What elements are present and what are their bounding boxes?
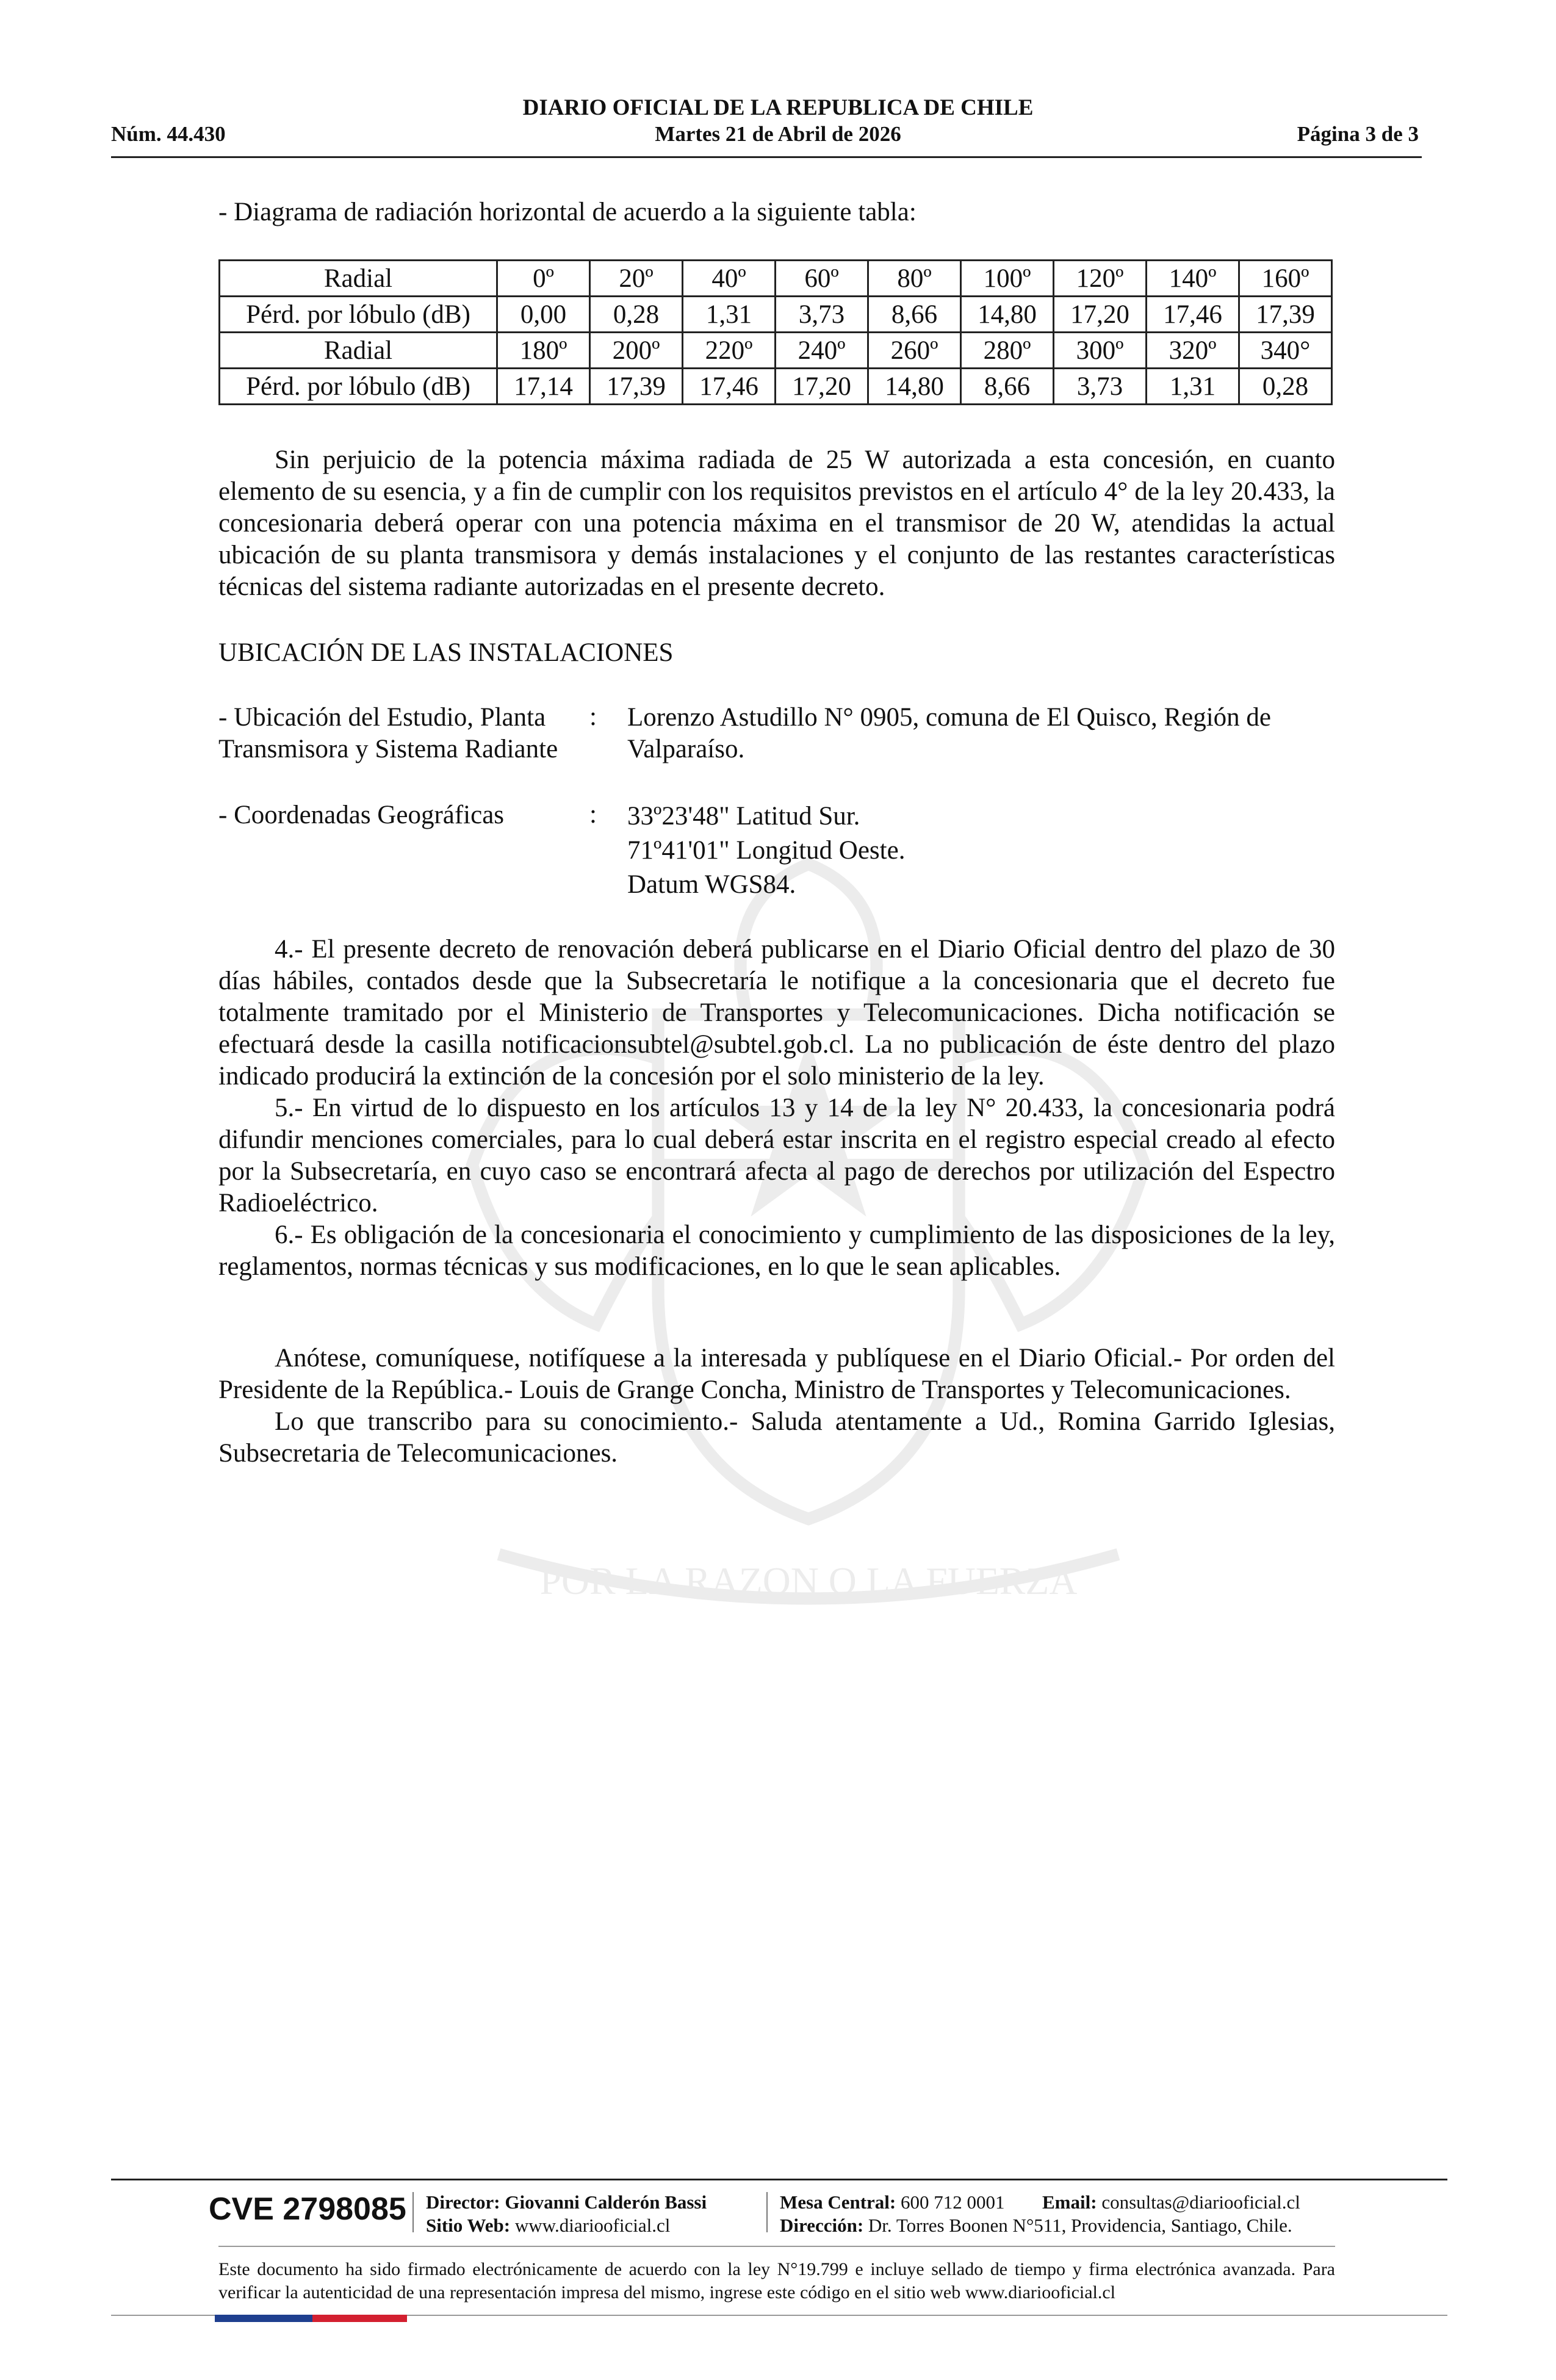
email-link[interactable]: consultas@diariooficial.cl bbox=[1101, 2191, 1300, 2213]
table-cell: 8,66 bbox=[868, 297, 961, 333]
table-cell: 180º bbox=[497, 333, 590, 369]
table-cell: 60º bbox=[776, 261, 868, 297]
table-row bbox=[220, 333, 1332, 369]
numbered-articles bbox=[218, 934, 1335, 1283]
article-4: 4.- El presente decreto de renovación deberá publicarse en el Diario Oficial dentro del plazo de 30 días hábiles, contados desde que la Subsecretaría le notifique a la concesionaria que el decreto fue totalmente tramitado por el Ministerio de Transportes y Telecomunicaciones. Dicha notificación se efectuará desde la casilla notificacionsubtel@subtel.gob.cl. La no publicación de éste dentro del plazo indicado producirá la extinción de la concesión por el solo ministerio de la ley. bbox=[218, 935, 1335, 1091]
table-intro: - Diagrama de radiación horizontal de acuerdo a la siguiente tabla: bbox=[218, 198, 917, 226]
footer-email-block bbox=[1042, 2191, 1300, 2214]
table-cell: 120º bbox=[1054, 261, 1147, 297]
table-cell: 17,14 bbox=[497, 369, 590, 405]
studio-location-value: Lorenzo Astudillo N° 0905, comuna de El Quisco, Región de Valparaíso. bbox=[627, 703, 1271, 763]
director-name: Giovanni Calderón Bassi bbox=[505, 2191, 707, 2213]
table-cell: 220º bbox=[683, 333, 776, 369]
power-paragraph: Sin perjuicio de la potencia máxima radiada de 25 W autorizada a esta concesión, en cuanto elemento de su esencia, y a fin de cumplir con los requisitos previstos en el artículo 4° de la ley 20.433, la concesionaria deberá operar con una potencia máxima en el transmisor de 20 W, atendidas la actual ubicación de su planta transmisora y demás instalaciones y el conjunto de las restantes características técnicas del sistema radiante autorizadas en el presente decreto. bbox=[218, 445, 1335, 601]
table-cell: 0º bbox=[497, 261, 590, 297]
table-cell: 1,31 bbox=[683, 297, 776, 333]
table-cell: 280º bbox=[961, 333, 1054, 369]
table-cell: 260º bbox=[868, 333, 961, 369]
table-cell: 17,39 bbox=[590, 369, 683, 405]
table-cell: 17,20 bbox=[1054, 297, 1147, 333]
issue-number: Núm. 44.430 bbox=[111, 122, 226, 146]
colon: : bbox=[589, 800, 597, 829]
publication-title: DIARIO OFICIAL DE LA REPUBLICA DE CHILE bbox=[522, 95, 1034, 120]
watermark-motto: POR LA RAZON O LA FUERZA bbox=[539, 1559, 1078, 1603]
table-row-label: Pérd. por lóbulo (dB) bbox=[220, 369, 497, 405]
article-6: 6.- Es obligación de la concesionaria el conocimiento y cumplimiento de las disposiciones de la ley, reglamentos, normas técnicas y sus modificaciones, en lo que le sean aplicables. bbox=[218, 1221, 1335, 1281]
radiation-table bbox=[218, 259, 1333, 405]
closing-transcription: Lo que transcribo para su conocimiento.- Saluda atentamente a Ud., Romina Garrido Iglesias, Subsecretaria de Telecomunicaciones. bbox=[218, 1407, 1335, 1468]
table-row bbox=[220, 261, 1332, 297]
table-cell: 240º bbox=[776, 333, 868, 369]
table-row-label: Radial bbox=[220, 261, 497, 297]
latitude: 33º23'48" Latitud Sur. bbox=[627, 802, 860, 831]
email-label: Email: bbox=[1042, 2191, 1097, 2213]
section-heading: UBICACIÓN DE LAS INSTALACIONES bbox=[218, 638, 674, 667]
studio-location-label: - Ubicación del Estudio, Planta Transmisora y Sistema Radiante bbox=[218, 703, 558, 763]
mesa-phone: 600 712 0001 bbox=[901, 2191, 1005, 2213]
table-row-label: Pérd. por lóbulo (dB) bbox=[220, 297, 497, 333]
table-cell: 0,28 bbox=[590, 297, 683, 333]
table-cell: 17,39 bbox=[1239, 297, 1332, 333]
footer-director-block bbox=[426, 2191, 707, 2237]
address-label: Dirección: bbox=[780, 2215, 864, 2236]
closing-order: Anótese, comuníquese, notifíquese a la interesada y publíquese en el Diario Oficial.- Por orden del Presidente de la República.- Louis de Grange Concha, Ministro de Transportes y Telecomunicaciones. bbox=[218, 1344, 1335, 1404]
table-row bbox=[220, 369, 1332, 405]
table-cell: 3,73 bbox=[1054, 369, 1147, 405]
website-link[interactable]: www.diariooficial.cl bbox=[514, 2215, 671, 2236]
table-cell: 160º bbox=[1239, 261, 1332, 297]
mesa-label: Mesa Central: bbox=[780, 2191, 896, 2213]
director-label: Director: bbox=[426, 2191, 500, 2213]
table-cell: 3,73 bbox=[776, 297, 868, 333]
table-cell: 80º bbox=[868, 261, 961, 297]
cve-code: CVE 2798085 bbox=[209, 2191, 406, 2227]
table-cell: 8,66 bbox=[961, 369, 1054, 405]
table-cell: 140º bbox=[1147, 261, 1239, 297]
header-divider bbox=[111, 156, 1422, 158]
page-indicator: Página 3 de 3 bbox=[1297, 122, 1419, 146]
table-cell: 320º bbox=[1147, 333, 1239, 369]
coordinates-label: - Coordenadas Geográficas bbox=[218, 801, 505, 829]
address-value: Dr. Torres Boonen N°511, Providencia, Santiago, Chile. bbox=[868, 2215, 1292, 2236]
table-cell: 40º bbox=[683, 261, 776, 297]
footer-divider bbox=[111, 2179, 1447, 2180]
issue-date: Martes 21 de Abril de 2026 bbox=[655, 122, 901, 146]
footer-disclaimer: Este documento ha sido firmado electrónicamente de acuerdo con la ley N°19.799 e incluye sellado de tiempo y firma electrónica avanzada. Para verificar la autenticidad de una representación impresa del mismo, ingrese este código en el sitio web www.diariooficial.cl bbox=[218, 2259, 1335, 2302]
table-cell: 17,46 bbox=[683, 369, 776, 405]
table-cell: 300º bbox=[1054, 333, 1147, 369]
table-row bbox=[220, 297, 1332, 333]
table-cell: 17,20 bbox=[776, 369, 868, 405]
table-cell: 200º bbox=[590, 333, 683, 369]
flag-stripe-red bbox=[312, 2315, 407, 2322]
table-row-label: Radial bbox=[220, 333, 497, 369]
article-5: 5.- En virtud de lo dispuesto en los artículos 13 y 14 de la ley N° 20.433, la concesionaria podrá difundir menciones comerciales, para lo cual deberá estar inscrita en el registro especial creado al efecto por la Subsecretaría, en cuyo caso se encontrará afecta al pago de derechos por utilización del Espectro Radioeléctrico. bbox=[218, 1094, 1335, 1217]
table-cell: 14,80 bbox=[961, 297, 1054, 333]
table-cell: 100º bbox=[961, 261, 1054, 297]
flag-stripe-blue bbox=[215, 2315, 312, 2322]
table-cell: 0,28 bbox=[1239, 369, 1332, 405]
website-label: Sitio Web: bbox=[426, 2215, 511, 2236]
table-cell: 340° bbox=[1239, 333, 1332, 369]
table-cell: 14,80 bbox=[868, 369, 961, 405]
table-cell: 1,31 bbox=[1147, 369, 1239, 405]
colon: : bbox=[589, 702, 597, 731]
table-cell: 20º bbox=[590, 261, 683, 297]
footer-separator bbox=[412, 2192, 414, 2232]
footer-inner-divider bbox=[218, 2246, 1335, 2247]
footer-separator bbox=[766, 2192, 768, 2232]
coordinates-value bbox=[627, 799, 1335, 902]
table-cell: 0,00 bbox=[497, 297, 590, 333]
datum: Datum WGS84. bbox=[627, 870, 796, 899]
longitude: 71º41'01" Longitud Oeste. bbox=[627, 836, 906, 865]
closing-block bbox=[218, 1343, 1335, 1469]
table-cell: 17,46 bbox=[1147, 297, 1239, 333]
